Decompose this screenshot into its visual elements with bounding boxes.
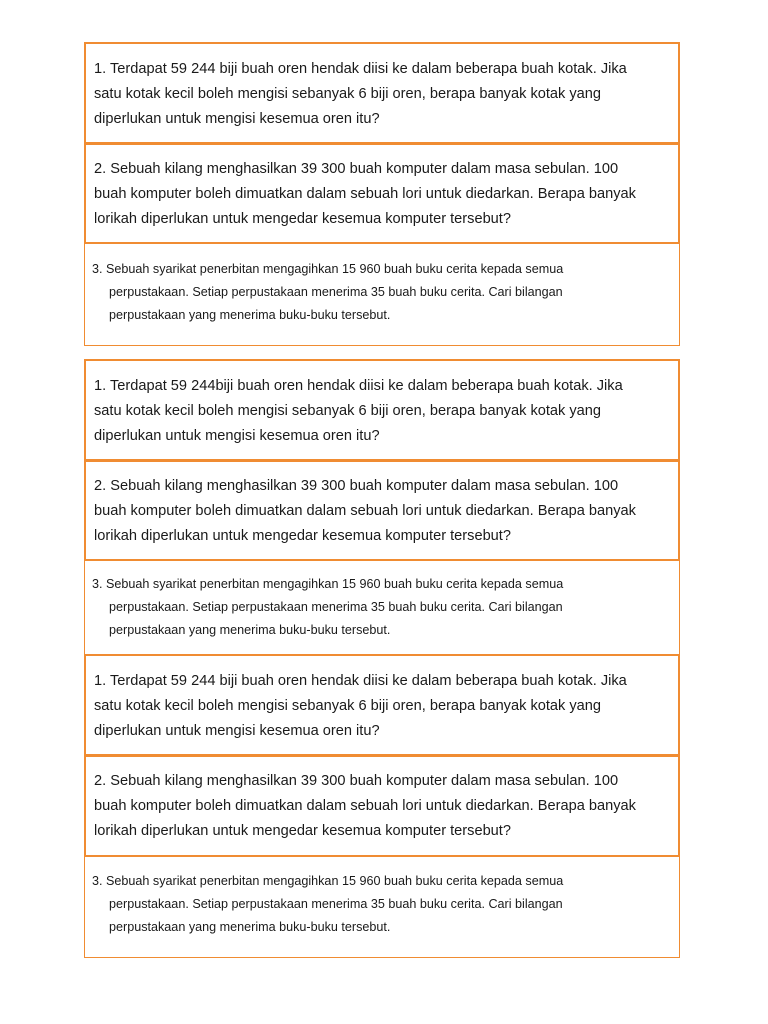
question-line: diperlukan untuk mengisi kesemua oren itu? xyxy=(94,111,380,128)
question-line: perpustakaan. Setiap perpustakaan menerima 35 buah buku cerita. Cari bilangan xyxy=(109,897,563,911)
question-line: 2. Sebuah kilang menghasilkan 39 300 buah komputer dalam masa sebulan. 100 xyxy=(94,161,619,177)
question-box-set3-q2 xyxy=(84,755,680,857)
question-line: buah komputer boleh dimuatkan dalam sebuah lori untuk diedarkan. Berapa banyak xyxy=(94,186,636,203)
question-line: 2. Sebuah kilang menghasilkan 39 300 buah komputer dalam masa sebulan. 100 xyxy=(94,478,619,494)
question-text xyxy=(86,145,678,233)
question-box-set2-q2 xyxy=(84,460,680,561)
question-text xyxy=(86,361,678,450)
question-line: perpustakaan yang menerima buku-buku tersebut. xyxy=(109,920,391,934)
question-text xyxy=(85,561,679,642)
question-line: 3. Sebuah syarikat penerbitan mengagihkan 15 960 buah buku cerita kepada semua xyxy=(92,874,564,888)
question-text xyxy=(85,857,679,939)
question-line: 1. Terdapat 59 244 biji buah oren hendak diisi ke dalam beberapa buah kotak. Jika xyxy=(94,61,627,77)
question-line: buah komputer boleh dimuatkan dalam sebuah lori untuk diedarkan. Berapa banyak xyxy=(94,503,636,520)
question-box-set1-q3 xyxy=(84,243,680,346)
question-line: 1. Terdapat 59 244 biji buah oren hendak diisi ke dalam beberapa buah kotak. Jika xyxy=(94,673,627,689)
question-line: lorikah diperlukan untuk mengedar kesemua komputer tersebut? xyxy=(94,211,511,228)
question-box-set1-q1 xyxy=(84,42,680,144)
question-line: perpustakaan yang menerima buku-buku tersebut. xyxy=(109,623,391,637)
question-line: perpustakaan. Setiap perpustakaan menerima 35 buah buku cerita. Cari bilangan xyxy=(109,600,563,614)
question-text xyxy=(86,757,678,845)
question-line: 1. Terdapat 59 244biji buah oren hendak diisi ke dalam beberapa buah kotak. Jika xyxy=(94,378,623,394)
question-line: lorikah diperlukan untuk mengedar kesemua komputer tersebut? xyxy=(94,823,511,840)
question-box-set3-q3 xyxy=(84,856,680,958)
question-line: perpustakaan. Setiap perpustakaan menerima 35 buah buku cerita. Cari bilangan xyxy=(109,285,563,299)
question-box-set2-q3 xyxy=(84,560,680,656)
question-text xyxy=(85,244,679,327)
question-line: perpustakaan yang menerima buku-buku tersebut. xyxy=(109,308,391,322)
question-line: satu kotak kecil boleh mengisi sebanyak 6 biji oren, berapa banyak kotak yang xyxy=(94,403,602,420)
question-line: satu kotak kecil boleh mengisi sebanyak 6 biji oren, berapa banyak kotak yang xyxy=(94,86,602,103)
question-line: buah komputer boleh dimuatkan dalam sebuah lori untuk diedarkan. Berapa banyak xyxy=(94,798,636,815)
question-line: 2. Sebuah kilang menghasilkan 39 300 buah komputer dalam masa sebulan. 100 xyxy=(94,773,619,789)
question-line: lorikah diperlukan untuk mengedar kesemua komputer tersebut? xyxy=(94,528,511,545)
question-box-set2-q1 xyxy=(84,359,680,461)
question-line: diperlukan untuk mengisi kesemua oren itu? xyxy=(94,723,380,740)
question-line: satu kotak kecil boleh mengisi sebanyak 6 biji oren, berapa banyak kotak yang xyxy=(94,698,602,715)
question-text xyxy=(86,462,678,550)
question-text xyxy=(86,656,678,745)
question-line: 3. Sebuah syarikat penerbitan mengagihkan 15 960 buah buku cerita kepada semua xyxy=(92,262,564,276)
question-text xyxy=(86,44,678,133)
question-box-set1-q2 xyxy=(84,143,680,244)
question-line: diperlukan untuk mengisi kesemua oren itu? xyxy=(94,428,380,445)
question-line: 3. Sebuah syarikat penerbitan mengagihkan 15 960 buah buku cerita kepada semua xyxy=(92,577,564,591)
question-box-set3-q1 xyxy=(84,654,680,756)
